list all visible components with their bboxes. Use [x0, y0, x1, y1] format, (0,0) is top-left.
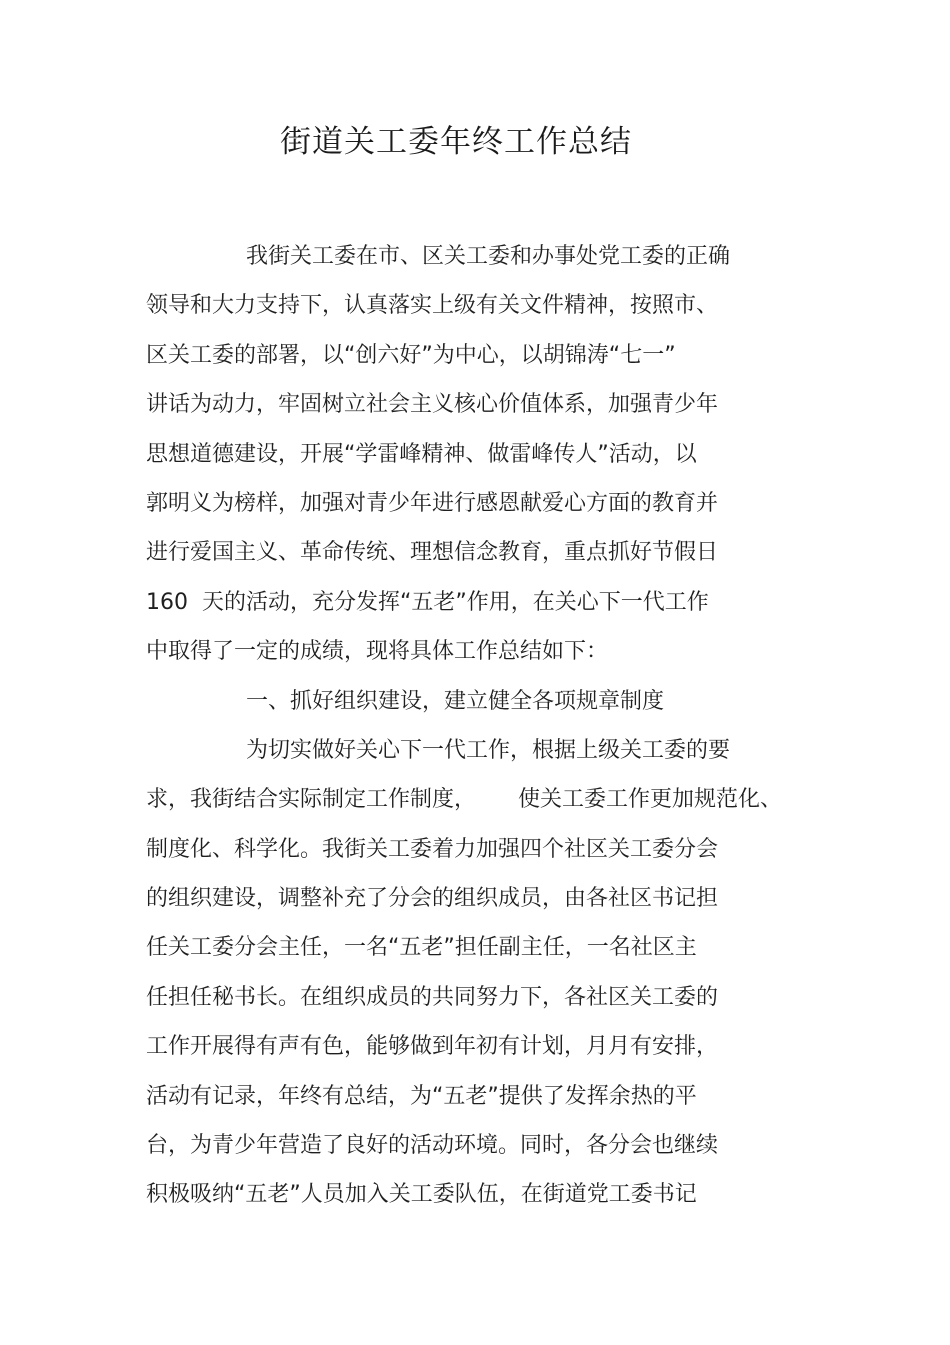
- paragraph-line: 工作开展得有声有色，能够做到年初有计划，月月有安排，: [146, 1034, 719, 1060]
- paragraph-line: 积极吸纳“五老”人员加入关工委队伍，在街道党工委书记: [146, 1182, 697, 1208]
- paragraph-line: 讲话为动力，牢固树立社会主义核心价值体系，加强青少年: [146, 392, 719, 418]
- paragraph-line: 区关工委的部署，以“创六好”为中心，以胡锦涛“七一”: [146, 342, 676, 368]
- paragraph-line: 活动有记录，年终有总结，为“五老”提供了发挥余热的平: [146, 1083, 697, 1109]
- paragraph-line: 求，我街结合实际制定工作制度， 使关工委工作更加规范化、: [146, 787, 782, 813]
- document-body: [146, 232, 796, 1220]
- paragraph-line: 160 天的活动，充分发挥“五老”作用，在关心下一代工作: [146, 589, 709, 615]
- section-heading: 一、抓好组织建设，建立健全各项规章制度: [246, 688, 665, 714]
- paragraph-line: 任关工委分会主任，一名“五老”担任副主任，一名社区主: [146, 935, 697, 961]
- paragraph-line: 制度化、科学化。我街关工委着力加强四个社区关工委分会: [146, 836, 719, 862]
- paragraph-line: 台，为青少年营造了良好的活动环境。同时，各分会也继续: [146, 1133, 719, 1159]
- paragraph-line: 为切实做好关心下一代工作，根据上级关工委的要: [246, 737, 731, 763]
- paragraph-line: 我街关工委在市、区关工委和办事处党工委的正确: [246, 244, 731, 269]
- paragraph-line: 中取得了一定的成绩，现将具体工作总结如下：: [146, 639, 609, 665]
- document-title: 街道关工委年终工作总结: [280, 124, 632, 160]
- paragraph-line: 任担任秘书长。在组织成员的共同努力下，各社区关工委的: [146, 984, 719, 1010]
- paragraph-line: 的组织建设，调整补充了分会的组织成员，由各社区书记担: [146, 886, 719, 912]
- paragraph-line: 思想道德建设，开展“学雷峰精神、做雷峰传人”活动，以: [146, 441, 697, 467]
- paragraph-line: 郭明义为榜样，加强对青少年进行感恩献爱心方面的教育并: [146, 490, 719, 516]
- paragraph-line: 进行爱国主义、革命传统、理想信念教育，重点抓好节假日: [146, 540, 719, 566]
- paragraph-line: 领导和大力支持下，认真落实上级有关文件精神，按照市、: [146, 293, 719, 319]
